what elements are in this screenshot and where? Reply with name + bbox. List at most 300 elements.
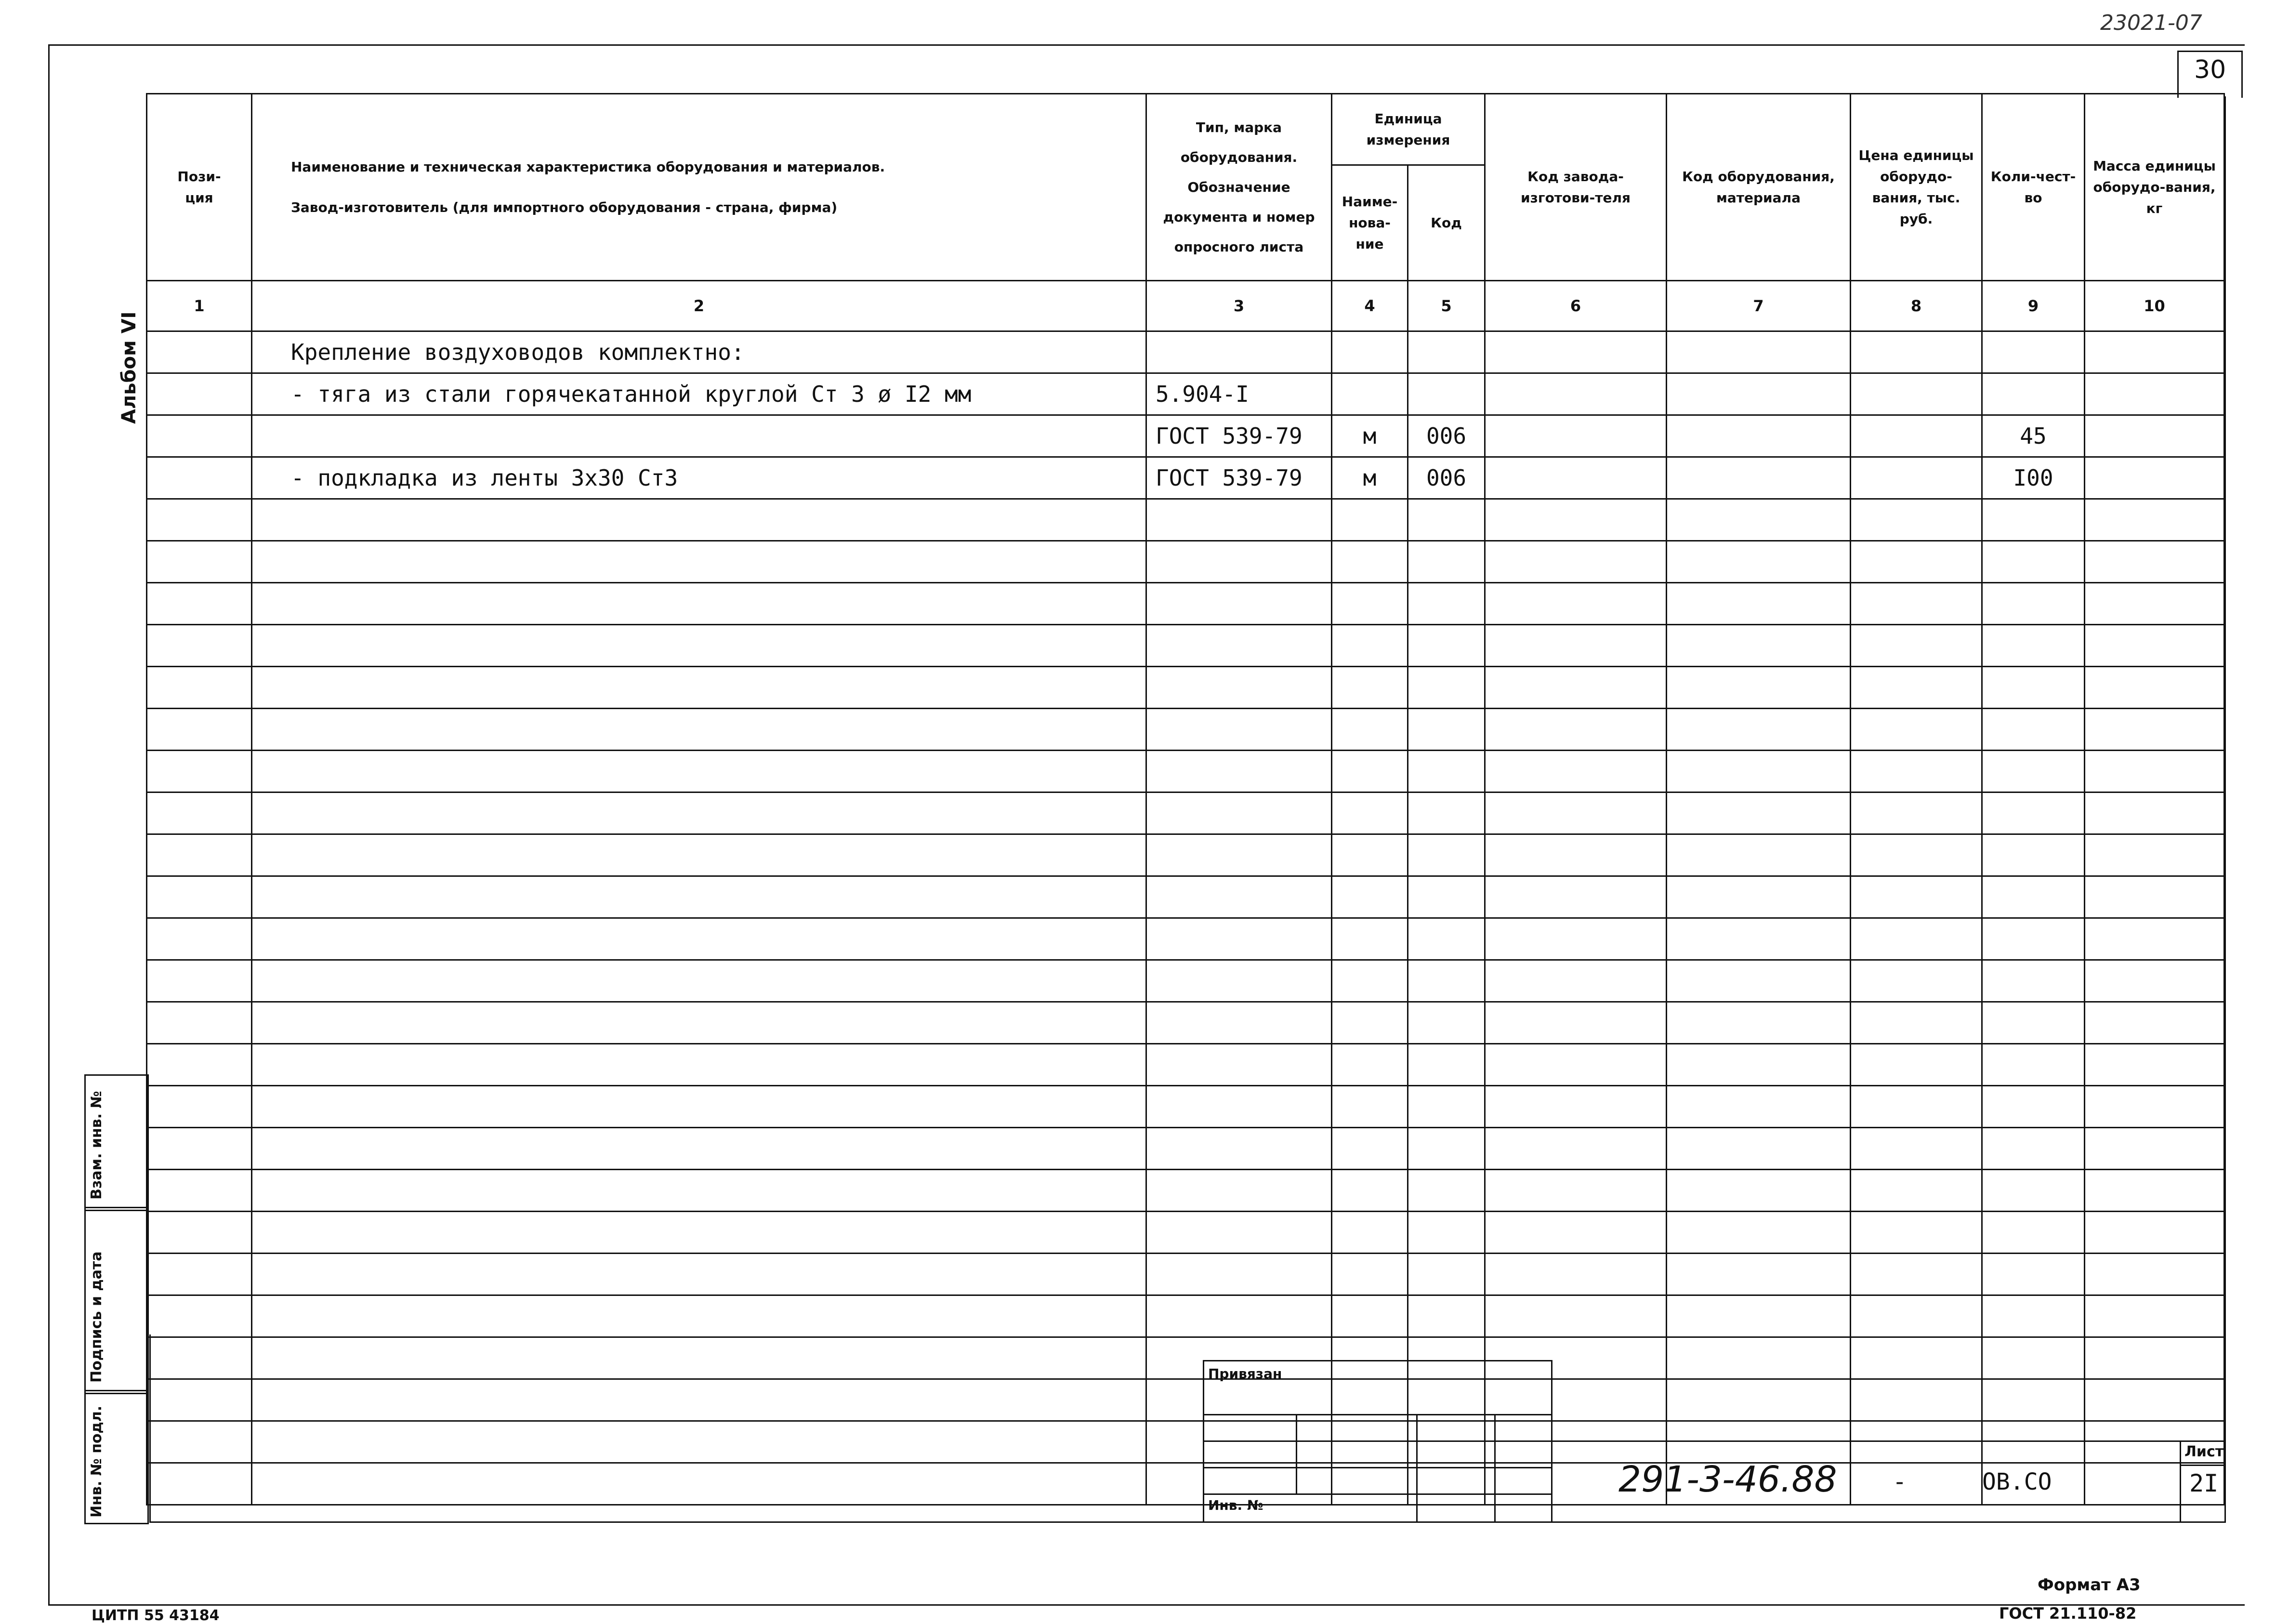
table-cell	[1667, 876, 1851, 918]
table-cell	[1851, 373, 1982, 415]
table-cell	[1146, 625, 1332, 667]
table-cell	[1667, 667, 1851, 709]
table-cell	[1982, 625, 2085, 667]
table-cell	[147, 625, 252, 667]
table-cell	[147, 876, 252, 918]
empty-table-row	[147, 1421, 2224, 1463]
table-cell	[1667, 1421, 1851, 1463]
table-cell	[1667, 1212, 1851, 1254]
table-cell	[1408, 876, 1485, 918]
table-cell	[252, 1170, 1146, 1212]
stamp-inv-podl-label: Инв. № подл.	[88, 1405, 105, 1518]
frame-top	[48, 44, 2245, 46]
table-cell	[1332, 918, 1408, 960]
header-row	[147, 94, 2224, 165]
table-cell	[2085, 876, 2224, 918]
table-cell	[147, 667, 252, 709]
table-cell	[1332, 541, 1408, 583]
table-cell	[1982, 709, 2085, 751]
table-cell	[1485, 876, 1667, 918]
table-cell	[1667, 709, 1851, 751]
colnum-10: 10	[2085, 281, 2224, 331]
table-cell	[1408, 751, 1485, 792]
privyazan-hline-1	[1203, 1414, 1551, 1415]
table-cell	[1408, 1295, 1485, 1337]
table-cell	[1332, 1295, 1408, 1337]
table-cell	[2085, 667, 2224, 709]
table-cell	[252, 960, 1146, 1002]
table-cell	[1332, 1086, 1408, 1128]
colnum-7: 7	[1667, 281, 1851, 331]
table-cell	[1851, 792, 1982, 834]
table-cell	[252, 667, 1146, 709]
colnum-9: 9	[1982, 281, 2085, 331]
table-cell	[147, 1086, 252, 1128]
table-cell	[1146, 1170, 1332, 1212]
table-cell: - подкладка из ленты 3х30 Ст3	[252, 457, 1146, 499]
empty-table-row	[147, 1086, 2224, 1128]
table-cell	[1851, 1086, 1982, 1128]
table-cell	[1146, 667, 1332, 709]
table-cell: ГОСТ 539-79	[1146, 457, 1332, 499]
table-cell	[1851, 1421, 1982, 1463]
frame-left	[48, 44, 50, 1605]
table-cell	[1485, 541, 1667, 583]
table-cell	[2085, 1044, 2224, 1086]
table-cell	[1667, 1128, 1851, 1170]
empty-table-row	[147, 1170, 2224, 1212]
table-cell	[147, 918, 252, 960]
empty-table-row	[147, 1337, 2224, 1379]
side-album-label: Альбом VI	[118, 311, 140, 424]
table-cell: Крепление воздуховодов комплектно:	[252, 331, 1146, 373]
table-cell	[1485, 457, 1667, 499]
table-cell: I00	[1982, 457, 2085, 499]
table-cell	[1332, 625, 1408, 667]
table-cell	[1851, 876, 1982, 918]
table-cell	[1408, 834, 1485, 876]
table-cell	[1982, 331, 2085, 373]
empty-table-row	[147, 499, 2224, 541]
table-cell	[1851, 709, 1982, 751]
table-cell: 45	[1982, 415, 2085, 457]
table-cell	[1485, 667, 1667, 709]
table-cell	[1851, 1379, 1982, 1421]
table-cell	[252, 541, 1146, 583]
table-cell	[1667, 960, 1851, 1002]
table-cell	[1667, 541, 1851, 583]
table-cell	[1982, 1254, 2085, 1295]
table-cell	[1982, 834, 2085, 876]
table-cell	[1146, 918, 1332, 960]
header-col7: Код оборудования, материала	[1667, 94, 1851, 281]
table-cell	[1332, 751, 1408, 792]
table-cell	[1851, 583, 1982, 625]
table-cell	[1408, 1212, 1485, 1254]
table-cell	[1408, 709, 1485, 751]
table-cell	[1851, 331, 1982, 373]
table-cell	[1667, 415, 1851, 457]
table-cell	[1408, 331, 1485, 373]
empty-table-row	[147, 876, 2224, 918]
privyazan-vline-2	[1416, 1414, 1418, 1521]
empty-table-row	[147, 1212, 2224, 1254]
header-unit-group: Единица измерения	[1332, 94, 1485, 165]
table-cell	[1146, 1212, 1332, 1254]
table-cell	[2085, 1212, 2224, 1254]
column-number-row	[147, 281, 2224, 331]
colnum-6: 6	[1485, 281, 1667, 331]
doc-suffix: ОВ.СО	[1982, 1468, 2052, 1495]
table-cell	[1982, 876, 2085, 918]
table-cell	[1485, 499, 1667, 541]
empty-table-row	[147, 751, 2224, 792]
table-cell	[252, 1254, 1146, 1295]
table-cell	[1332, 667, 1408, 709]
table-cell	[1851, 1463, 1982, 1505]
privyazan-hline-3	[1203, 1467, 1551, 1468]
table-cell	[1485, 751, 1667, 792]
empty-table-row	[147, 667, 2224, 709]
format-label: Формат А3	[2038, 1575, 2141, 1595]
table-cell	[2085, 792, 2224, 834]
table-cell	[1332, 792, 1408, 834]
empty-table-row	[147, 1463, 2224, 1505]
table-cell	[2085, 373, 2224, 415]
frame-bottom	[48, 1604, 2245, 1606]
table-cell	[1146, 331, 1332, 373]
table-cell	[252, 1421, 1146, 1463]
table-cell	[252, 709, 1146, 751]
table-cell	[1851, 1002, 1982, 1044]
table-cell	[1982, 373, 2085, 415]
colnum-3: 3	[1146, 281, 1332, 331]
table-cell: 006	[1408, 415, 1485, 457]
table-cell	[147, 1128, 252, 1170]
table-cell	[1332, 876, 1408, 918]
table-cell	[1982, 751, 2085, 792]
doc-dash: -	[1895, 1468, 1904, 1495]
empty-table-row	[147, 1128, 2224, 1170]
table-cell	[1485, 625, 1667, 667]
table-row	[147, 373, 2224, 415]
privyazan-vline-3	[1494, 1414, 1496, 1521]
corner-note: 23021-07	[2100, 11, 2202, 35]
table-cell	[1982, 1212, 2085, 1254]
table-cell	[147, 1463, 252, 1505]
table-cell	[1146, 709, 1332, 751]
table-cell	[1146, 541, 1332, 583]
table-cell	[252, 876, 1146, 918]
empty-table-row	[147, 960, 2224, 1002]
colnum-4: 4	[1332, 281, 1408, 331]
table-cell	[1982, 1002, 2085, 1044]
table-cell	[1146, 834, 1332, 876]
table-cell	[1851, 499, 1982, 541]
table-cell	[1408, 1170, 1485, 1212]
page-number: 30	[2194, 55, 2226, 84]
table-cell	[1851, 834, 1982, 876]
table-cell	[1146, 583, 1332, 625]
table-cell	[252, 1044, 1146, 1086]
doc-number: 291-3-46.88	[1618, 1459, 1837, 1500]
table-cell	[1485, 1002, 1667, 1044]
header-col4: Наиме-нова-ние	[1332, 165, 1408, 281]
table-cell	[252, 1128, 1146, 1170]
table-cell	[2085, 1295, 2224, 1337]
table-cell	[1485, 792, 1667, 834]
table-cell	[1982, 918, 2085, 960]
table-cell	[147, 1421, 252, 1463]
table-cell	[1851, 625, 1982, 667]
table-cell	[2085, 1379, 2224, 1421]
table-cell	[1667, 1254, 1851, 1295]
stamp-podpis-label: Подпись и дата	[88, 1251, 105, 1383]
empty-table-row	[147, 1379, 2224, 1421]
table-cell	[1146, 1086, 1332, 1128]
table-cell	[1146, 960, 1332, 1002]
table-cell	[1851, 1170, 1982, 1212]
stamp-vzam-label: Взам. инв. №	[88, 1091, 105, 1200]
table-cell	[147, 331, 252, 373]
table-cell	[1146, 1044, 1332, 1086]
table-cell	[1408, 1002, 1485, 1044]
table-cell	[252, 792, 1146, 834]
table-cell	[1332, 499, 1408, 541]
table-cell	[2085, 1002, 2224, 1044]
table-cell	[1485, 709, 1667, 751]
table-cell	[252, 1086, 1146, 1128]
table-cell	[1408, 373, 1485, 415]
table-cell	[1408, 625, 1485, 667]
table-cell	[1146, 1128, 1332, 1170]
table-cell	[2085, 751, 2224, 792]
table-cell	[1667, 1044, 1851, 1086]
privyazan-vline-1	[1296, 1414, 1297, 1495]
inv-no-label: Инв. №	[1208, 1497, 1263, 1513]
table-cell	[1332, 583, 1408, 625]
table-cell	[1485, 583, 1667, 625]
table-row	[147, 457, 2224, 499]
table-cell	[2085, 960, 2224, 1002]
table-cell	[147, 834, 252, 876]
table-cell	[1851, 415, 1982, 457]
table-row	[147, 415, 2224, 457]
table-cell	[2085, 457, 2224, 499]
table-cell	[252, 1379, 1146, 1421]
table-cell	[2085, 625, 2224, 667]
table-cell	[1408, 1086, 1485, 1128]
table-cell	[1667, 583, 1851, 625]
table-cell	[1667, 751, 1851, 792]
table-cell	[1667, 331, 1851, 373]
doc-block-top	[1550, 1440, 2226, 1442]
header-col5: Код	[1408, 165, 1485, 281]
table-cell: 5.904-I	[1146, 373, 1332, 415]
table-cell	[1408, 1254, 1485, 1295]
table-cell	[2085, 541, 2224, 583]
table-cell	[1851, 457, 1982, 499]
table-cell	[1485, 1295, 1667, 1337]
header-col10: Масса единицы оборудо-вания, кг	[2085, 94, 2224, 281]
colnum-2: 2	[252, 281, 1146, 331]
empty-table-row	[147, 625, 2224, 667]
table-cell	[2085, 1086, 2224, 1128]
table-cell	[252, 1002, 1146, 1044]
table-cell	[1146, 499, 1332, 541]
table-cell	[2085, 583, 2224, 625]
table-cell	[147, 1337, 252, 1379]
table-cell	[252, 583, 1146, 625]
table-cell	[1332, 1044, 1408, 1086]
table-cell	[1982, 1170, 2085, 1212]
table-cell	[1332, 960, 1408, 1002]
table-cell	[1982, 1044, 2085, 1086]
empty-table-row	[147, 792, 2224, 834]
table-cell	[1851, 541, 1982, 583]
table-cell	[147, 1212, 252, 1254]
table-cell	[1851, 1254, 1982, 1295]
privyazan-hline-2	[1203, 1440, 1551, 1442]
table-cell	[147, 960, 252, 1002]
table-cell	[1667, 625, 1851, 667]
table-cell	[1667, 457, 1851, 499]
table-cell: 006	[1408, 457, 1485, 499]
table-cell: м	[1332, 415, 1408, 457]
table-cell	[147, 1379, 252, 1421]
table-cell	[1667, 792, 1851, 834]
table-cell	[2085, 415, 2224, 457]
table-cell	[2085, 499, 2224, 541]
colnum-1: 1	[147, 281, 252, 331]
header-col3: Тип, марка оборудования. Обозначение документа и номер опросного листа	[1146, 94, 1332, 281]
table-cell	[1146, 1002, 1332, 1044]
sheet-label: Лист	[2184, 1443, 2224, 1460]
specification-table	[146, 93, 2225, 1505]
table-cell	[1485, 960, 1667, 1002]
privyazan-label: Привязан	[1208, 1366, 1282, 1382]
table-cell	[1408, 918, 1485, 960]
table-cell	[2085, 709, 2224, 751]
colnum-8: 8	[1851, 281, 1982, 331]
table-cell	[1851, 1337, 1982, 1379]
table-cell	[1851, 960, 1982, 1002]
table-cell	[2085, 1337, 2224, 1379]
left-footer-code: ЦИТП 55 43184	[92, 1607, 220, 1624]
privyazan-hline-4	[1203, 1493, 1551, 1495]
table-cell	[2085, 918, 2224, 960]
table-cell	[252, 625, 1146, 667]
sheet-box-divider	[2180, 1465, 2224, 1466]
inner-frame-bottom	[149, 1521, 2226, 1523]
table-cell	[1408, 792, 1485, 834]
table-cell	[1485, 331, 1667, 373]
table-cell	[147, 792, 252, 834]
table-cell	[1485, 1044, 1667, 1086]
table-cell	[1485, 1254, 1667, 1295]
table-cell	[1982, 1337, 2085, 1379]
table-cell	[1851, 751, 1982, 792]
empty-table-row	[147, 1044, 2224, 1086]
table-cell	[1982, 1295, 2085, 1337]
table-cell	[1667, 373, 1851, 415]
table-cell	[1408, 667, 1485, 709]
sheet-number: 2I	[2189, 1469, 2219, 1497]
table-cell	[1485, 1128, 1667, 1170]
table-cell	[252, 1337, 1146, 1379]
table-cell: ГОСТ 539-79	[1146, 415, 1332, 457]
table-cell	[1982, 583, 2085, 625]
table-cell	[1146, 751, 1332, 792]
table-cell	[1851, 1212, 1982, 1254]
table-cell	[1982, 1128, 2085, 1170]
empty-table-row	[147, 709, 2224, 751]
table-cell	[147, 499, 252, 541]
table-cell	[252, 918, 1146, 960]
header-col6: Код завода-изготови-теля	[1485, 94, 1667, 281]
table-cell	[252, 834, 1146, 876]
table-cell	[1982, 541, 2085, 583]
table-cell	[2085, 834, 2224, 876]
table-cell	[1982, 1086, 2085, 1128]
table-cell	[1485, 415, 1667, 457]
table-cell	[147, 415, 252, 457]
table-cell	[1332, 331, 1408, 373]
table-cell	[1667, 499, 1851, 541]
table-cell	[1332, 1128, 1408, 1170]
table-cell	[147, 541, 252, 583]
table-cell	[1408, 1044, 1485, 1086]
table-row	[147, 331, 2224, 373]
table-cell	[1332, 834, 1408, 876]
empty-table-row	[147, 1254, 2224, 1295]
table-cell	[1667, 834, 1851, 876]
table-cell	[1408, 960, 1485, 1002]
table-cell	[1982, 1421, 2085, 1463]
table-cell: м	[1332, 457, 1408, 499]
table-cell	[1982, 960, 2085, 1002]
table-cell	[2085, 1254, 2224, 1295]
header-col9: Коли-чест-во	[1982, 94, 2085, 281]
table-cell	[1982, 499, 2085, 541]
table-cell	[1851, 918, 1982, 960]
table-cell	[1485, 834, 1667, 876]
table-cell	[1851, 1128, 1982, 1170]
table-cell	[1332, 1002, 1408, 1044]
table-cell	[1332, 1254, 1408, 1295]
table-cell	[1982, 1379, 2085, 1421]
table-cell	[147, 751, 252, 792]
table-cell	[1332, 373, 1408, 415]
table-cell	[147, 583, 252, 625]
table-cell	[147, 1254, 252, 1295]
header-col8: Цена единицы оборудо-вания, тыс. руб.	[1851, 94, 1982, 281]
table-cell	[147, 1170, 252, 1212]
table-cell	[1408, 583, 1485, 625]
table-cell	[1332, 1212, 1408, 1254]
empty-table-row	[147, 918, 2224, 960]
table-cell: - тяга из стали горячекатанной круглой Ст 3 ø I2 мм	[252, 373, 1146, 415]
empty-table-row	[147, 541, 2224, 583]
table-cell	[1485, 918, 1667, 960]
table-cell	[1667, 918, 1851, 960]
table-cell	[2085, 331, 2224, 373]
table-cell	[1851, 1295, 1982, 1337]
table-cell	[1982, 667, 2085, 709]
table-cell	[1408, 541, 1485, 583]
table-cell	[1146, 876, 1332, 918]
table-cell	[252, 415, 1146, 457]
